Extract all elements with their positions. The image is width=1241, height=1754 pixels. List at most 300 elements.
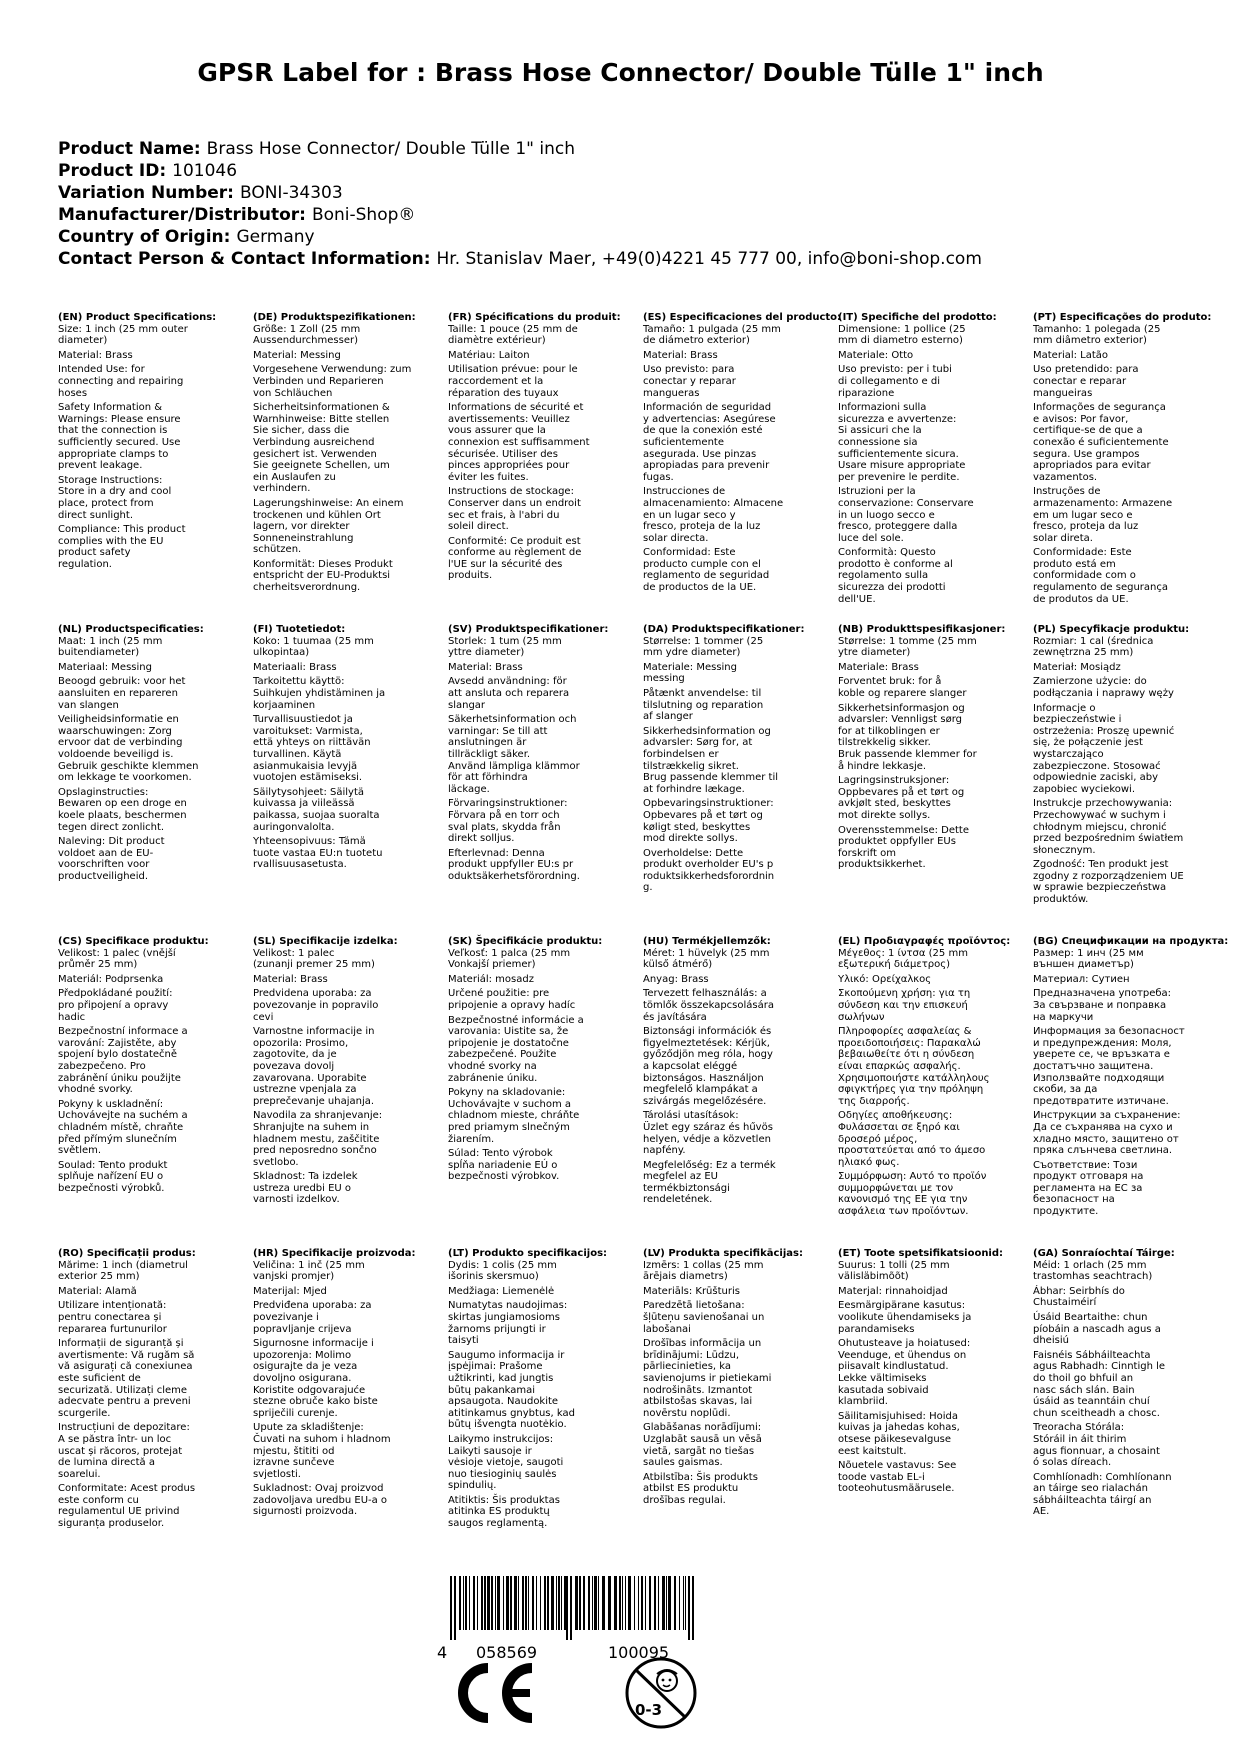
spec-line: vă asigurați că conexiunea: [58, 1361, 193, 1373]
spec-line: κανονισμό της ΕΕ για την: [838, 1194, 968, 1206]
spec-item: [643, 624, 818, 659]
spec-line: Faisnéis Sábháilteachta: [1033, 1349, 1151, 1361]
spec-line: fugas.: [643, 471, 674, 483]
spec-item: [838, 1026, 1013, 1107]
spec-line: Sie geeignete Schellen, um: [253, 460, 390, 472]
spec-line: Använd lämpliga klämmor: [448, 760, 580, 772]
spec-line: hoses: [58, 387, 88, 399]
spec-line: kuivassa ja viileässä: [253, 798, 355, 810]
spec-line: Säkerhetsinformation och: [448, 714, 577, 726]
info-value: BONI-34303: [239, 183, 343, 203]
barcode-bar: [598, 1576, 599, 1630]
spec-line: spĺňa nariadenie EÚ o: [448, 1159, 558, 1171]
spec-line: conservazione: Conservare: [838, 497, 974, 509]
product-id-row: [58, 160, 982, 182]
spec-item: [58, 364, 233, 399]
spec-line: Instruções de: [1033, 486, 1101, 498]
spec-line: producto cumple con el: [643, 558, 761, 570]
barcode-guard-bar: [566, 1576, 568, 1640]
spec-item: [253, 988, 428, 1023]
spec-line: győződjön meg róla, hogy: [643, 1049, 773, 1061]
barcode-bar: [614, 1576, 617, 1630]
spec-line: δροσερό μέρος,: [838, 1133, 918, 1145]
spec-line: af slanger: [643, 711, 693, 723]
spec-line: Bruk passende klemmer for: [838, 748, 977, 760]
barcode-digits-lead: 4: [437, 1643, 448, 1662]
age-warning-icon: [624, 1656, 698, 1730]
spec-line: przed bezpośrednim światłem: [1033, 833, 1184, 845]
spec-item: [1033, 798, 1208, 856]
spec-line: tömlők összekapcsolására: [643, 999, 774, 1011]
spec-line: kuivas ja jahedas kohas,: [838, 1422, 960, 1434]
spec-line: voolikute ühendamiseks ja: [838, 1311, 972, 1323]
spec-line: Size: 1 inch (25 mm outer: [58, 323, 188, 335]
spec-line: mjestu, štititi od: [253, 1445, 335, 1457]
spec-item: [448, 350, 623, 362]
info-value: Hr. Stanislav Maer, +49(0)4221 45 777 00, info@boni-shop.com: [436, 249, 982, 269]
info-label: Contact Person & Contact Information:: [58, 249, 431, 269]
spec-line: εξωτερική διάμετρος): [838, 959, 951, 971]
spec-line: Gebruik geschikte klemmen: [58, 760, 199, 772]
spec-line: ustreza uredbi EU o: [253, 1182, 352, 1194]
spec-line: oduktsäkerhetsförordning.: [448, 870, 580, 882]
spec-line: Οδηγίες αποθήκευσης:: [838, 1110, 953, 1122]
spec-line: пряка слънчева светлина.: [1033, 1145, 1173, 1157]
spec-line: bezpečnosti výrobků.: [58, 1182, 165, 1194]
spec-line: pred neposredno sončno: [253, 1145, 377, 1157]
spec-item: [448, 486, 623, 532]
barcode-bar: [484, 1576, 486, 1630]
spec-item: [253, 974, 428, 986]
spec-line: produktsikkerhet.: [838, 859, 926, 871]
spec-heading: (NB) Produkttspesifikasjoner:: [838, 624, 1006, 635]
spec-item: [58, 676, 233, 711]
spec-line: Conserver dans un endroit: [448, 497, 581, 509]
barcode-bar: [473, 1576, 475, 1630]
spec-line: Rozmiar: 1 cal (średnica: [1033, 635, 1154, 647]
spec-line: de lumina directă a: [58, 1457, 155, 1469]
spec-item: [253, 1422, 428, 1480]
spec-block-lv: [643, 1248, 818, 1509]
spec-line: tillräckligt säker.: [448, 748, 531, 760]
spec-item: [643, 350, 818, 362]
spec-item: [1033, 676, 1208, 699]
spec-item: [838, 1338, 1013, 1408]
spec-line: Suurus: 1 tolli (25 mm: [838, 1259, 950, 1271]
spec-line: zapobiec wyciekowi.: [1033, 783, 1136, 795]
spec-item: [253, 364, 428, 399]
spec-line: bezpieczeństwie i: [1033, 714, 1122, 726]
spec-line: diamètre extérieur): [448, 335, 546, 347]
barcode-bar: [622, 1576, 623, 1630]
spec-item: [1033, 974, 1208, 986]
spec-line: A se păstra într- un loc: [58, 1433, 172, 1445]
barcode-bar: [528, 1576, 529, 1630]
spec-line: segura. Use grampos: [1033, 448, 1140, 460]
spec-line: messing: [643, 673, 685, 685]
spec-line: предотвратите изтичане.: [1033, 1095, 1169, 1107]
spec-line: Conformidade: Este: [1033, 547, 1132, 559]
spec-item: [643, 1300, 818, 1335]
spec-line: ulkopintaa): [253, 647, 310, 659]
spec-line: įspėjimai: Prašome: [448, 1361, 543, 1373]
spec-line: place, protect from: [58, 497, 154, 509]
spec-item: [253, 936, 428, 971]
spec-line: tooteohutusmäärusele.: [838, 1483, 955, 1495]
spec-line: είναι επαρκώς ασφαλής.: [838, 1060, 961, 1072]
spec-line: an táirge seo rialachán: [1033, 1483, 1148, 1495]
spec-line: Oppbevares på et tørt og: [838, 786, 965, 798]
barcode-bar: [503, 1576, 504, 1630]
spec-line: conectar y reparar: [643, 375, 736, 387]
spec-item: [1033, 1422, 1208, 1468]
spec-heading: (PL) Specyfikacje produktu:: [1033, 624, 1190, 635]
spec-line: píobáin a nascadh agus a: [1033, 1323, 1161, 1335]
spec-line: és javítására: [643, 1011, 707, 1023]
spec-item: [253, 1171, 428, 1206]
spec-line: Material: Messing: [253, 349, 341, 361]
spec-line: Påtænkt anvendelse: til: [643, 687, 762, 699]
spec-line: Συμμόρφωση: Αυτό το προϊόν: [838, 1171, 987, 1183]
spec-line: bezpečnosti výrobkov.: [448, 1171, 560, 1183]
spec-line: Bezpečnostné informácie a: [448, 1014, 584, 1026]
spec-item: [643, 798, 818, 844]
spec-line: solar directa.: [643, 532, 709, 544]
spec-item: [643, 726, 818, 796]
spec-heading: (LT) Produkto specifikacijos:: [448, 1248, 608, 1259]
spec-line: paikassa, suojaa suoralta: [253, 809, 380, 821]
spec-item: [643, 688, 818, 723]
barcode-bar: [487, 1576, 490, 1630]
spec-line: reglamento de seguridad: [643, 570, 770, 582]
spec-line: sécurisée. Utiliser des: [448, 448, 558, 460]
spec-line: Μέγεθος: 1 ίντσα (25 mm: [838, 947, 968, 959]
barcode-digits-right: 100095: [608, 1643, 670, 1662]
spec-line: регламента на ЕС за: [1033, 1182, 1143, 1194]
spec-item: [1033, 936, 1229, 971]
spec-item: [1033, 1312, 1208, 1347]
barcode-bar: [463, 1576, 464, 1630]
spec-line: Størrelse: 1 tomme (25 mm: [838, 635, 977, 647]
spec-line: Medžiaga: Liemenėlė: [448, 1285, 555, 1297]
barcode-bar: [575, 1576, 578, 1630]
spec-line: spindulių.: [448, 1480, 497, 1492]
spec-line: savienojums ir pietiekami: [643, 1372, 772, 1384]
spec-line: Uzglabāt sausā un vēsā: [643, 1433, 762, 1445]
spec-line: Avsedd användning: för: [448, 676, 567, 688]
spec-line: ein Auslaufen zu: [253, 471, 336, 483]
spec-item: [253, 1483, 428, 1518]
spec-line: Konformität: Dieses Produkt: [253, 558, 393, 570]
ce-mark-icon: [452, 1662, 538, 1724]
spec-line: Predviđena uporaba: za: [253, 1300, 372, 1312]
spec-line: AE.: [1033, 1506, 1050, 1518]
spec-item: [643, 1160, 818, 1206]
spec-line: Utilizare intenționată:: [58, 1300, 167, 1312]
spec-item: [253, 836, 428, 871]
spec-line: suficientemente: [643, 436, 724, 448]
spec-line: direkt solljus.: [448, 833, 515, 845]
spec-heading: (SL) Specifikacije izdelka:: [253, 936, 398, 947]
spec-line: się, że połączenie jest: [1033, 737, 1143, 749]
spec-item: [253, 1300, 428, 1335]
spec-item: [643, 402, 818, 483]
spec-line: køligt sted, beskyttes: [643, 821, 751, 833]
spec-line: verhindern.: [253, 483, 311, 495]
spec-block-de: [253, 312, 428, 597]
spec-item: [643, 848, 818, 894]
spec-line: Usare misure appropriate: [838, 460, 966, 472]
barcode-bar: [594, 1576, 597, 1630]
spec-line: Conformidad: Este: [643, 547, 736, 559]
spec-item: [253, 312, 428, 347]
spec-line: direct sunlight.: [58, 509, 133, 521]
spec-line: for at tilkoblingen er: [838, 725, 940, 737]
spec-item: [643, 547, 818, 593]
spec-line: avertissements: Veuillez: [448, 413, 570, 425]
spec-line: pārliecinieties, ka: [643, 1361, 732, 1373]
spec-item: [253, 624, 428, 659]
spec-line: voorschriften voor: [58, 859, 150, 871]
barcode-bar: [683, 1576, 684, 1630]
spec-line: lagern, vor direkter: [253, 521, 350, 533]
spec-item: [448, 988, 623, 1011]
spec-line: Turvallisuustiedot ja: [253, 714, 353, 726]
spec-line: certifique-se de que a: [1033, 425, 1143, 437]
spec-line: productveiligheid.: [58, 870, 149, 882]
spec-line: opozorila: Prosimo,: [253, 1037, 349, 1049]
spec-line: Comhlíonadh: Comhlíonann: [1033, 1471, 1172, 1483]
spec-item: [838, 547, 1013, 605]
spec-line: Conformità: Questo: [838, 547, 936, 559]
barcode-bar: [654, 1576, 656, 1630]
spec-line: За свързване и поправка: [1033, 999, 1167, 1011]
spec-line: Opbevares på et tørt og: [643, 809, 763, 821]
spec-line: Съответствие: Този: [1033, 1159, 1138, 1171]
spec-line: Laikyti sausoje ir: [448, 1445, 532, 1457]
spec-line: Shranjujte na suhem in: [253, 1121, 370, 1133]
spec-line: Størrelse: 1 tommer (25: [643, 635, 764, 647]
product-name-row: [58, 138, 982, 160]
spec-line: produkt overholder EU's p: [643, 859, 774, 871]
barcode-bar: [583, 1576, 585, 1630]
spec-line: Predvidena uporaba: za: [253, 988, 372, 1000]
spec-item: [643, 1248, 818, 1283]
spec-line: mangueiras: [1033, 387, 1093, 399]
spec-line: mm diâmetro exterior): [1033, 335, 1147, 347]
spec-line: spojení bylo dostatečně: [58, 1049, 178, 1061]
spec-line: Инструкции за съхранение:: [1033, 1110, 1181, 1122]
spec-line: regulation.: [58, 558, 112, 570]
spec-line: Drošības informācija un: [643, 1338, 762, 1350]
spec-line: för att förhindra: [448, 772, 528, 784]
spec-line: voldoende beveiligd is.: [58, 748, 174, 760]
spec-line: Chustaiméirí: [1033, 1297, 1097, 1309]
barcode-bar: [641, 1576, 643, 1630]
spec-line: termékbiztonsági: [643, 1182, 730, 1194]
barcode-bar: [668, 1576, 671, 1630]
spec-item: [58, 1026, 233, 1096]
spec-line: advarsler: Sørg for, at: [643, 737, 753, 749]
spec-line: zabezpečeno. Pro: [58, 1060, 146, 1072]
barcode-bar: [561, 1576, 562, 1630]
spec-line: Úsáid Beartaithe: chun: [1033, 1311, 1148, 1323]
spec-line: Taille: 1 pouce (25 mm de: [448, 323, 578, 335]
barcode-bar: [525, 1576, 527, 1630]
spec-block-nl: [58, 624, 233, 885]
spec-line: Utilisation prévue: pour le: [448, 364, 578, 376]
spec-heading: (LV) Produkta specifikācijas:: [643, 1248, 803, 1259]
spec-line: siguranța produselor.: [58, 1518, 165, 1530]
spec-item: [643, 1026, 818, 1107]
spec-line: žiarením.: [448, 1133, 495, 1145]
spec-line: Lagerungshinweise: An einem: [253, 497, 404, 509]
spec-line: Megfelelőség: Ez a termék: [643, 1159, 776, 1171]
spec-item: [838, 1110, 1013, 1168]
info-value: 101046: [172, 161, 238, 181]
spec-line: Velikost: 1 palec (vnější: [58, 947, 176, 959]
spec-line: regolamento sulla: [838, 570, 929, 582]
spec-item: [58, 1160, 233, 1195]
spec-line: Bewaren op een droge en: [58, 798, 187, 810]
spec-item: [58, 1338, 233, 1419]
spec-line: produits.: [448, 570, 493, 582]
spec-line: g.: [643, 882, 653, 894]
spec-line: varoitukset: Varmista,: [253, 725, 363, 737]
spec-line: Uso previsto: para: [643, 364, 735, 376]
spec-line: Skladnost: Ta izdelek: [253, 1171, 358, 1183]
spec-block-pt: [1033, 312, 1212, 608]
spec-line: Beoogd gebruik: voor het: [58, 676, 186, 688]
spec-line: mangueras: [643, 387, 700, 399]
spec-line: pripojenie a opravy hadíc: [448, 999, 576, 1011]
spec-line: Nõuetele vastavus: See: [838, 1460, 957, 1472]
spec-line: tilslutning og reparation: [643, 699, 764, 711]
spec-line: varovania: Uistite sa, že: [448, 1026, 569, 1038]
spec-line: y advertencias: Asegúrese: [643, 413, 776, 425]
spec-item: [1033, 1350, 1208, 1420]
spec-line: hadic: [58, 1011, 86, 1023]
barcode-bar: [551, 1576, 554, 1630]
spec-line: Dimensione: 1 pollice (25: [838, 323, 966, 335]
spec-line: sábháilteachta táirgí an: [1033, 1494, 1152, 1506]
info-label: Product Name:: [58, 139, 201, 159]
spec-line: Uchovávejte na suchém a: [58, 1110, 188, 1122]
spec-item: [448, 936, 623, 971]
spec-line: a kapcsolat eléggé: [643, 1060, 738, 1072]
spec-line: Yhteensopivuus: Tämä: [253, 836, 366, 848]
barcode-bar: [619, 1576, 621, 1630]
spec-item: [1033, 402, 1208, 483]
spec-line: Lagringsinstruksjoner:: [838, 775, 950, 787]
barcode-bar: [540, 1576, 541, 1630]
spec-line: Sicherheitsinformationen &: [253, 402, 390, 414]
spec-line: pripojenie je dostatočne: [448, 1037, 569, 1049]
spec-block-lt: [448, 1248, 623, 1533]
spec-item: [1033, 859, 1208, 905]
spec-line: pentru conectarea și: [58, 1311, 162, 1323]
barcode-bar: [608, 1576, 611, 1630]
spec-line: sufficiently secured. Use: [58, 436, 181, 448]
spec-line: at forhindre lækage.: [643, 783, 745, 795]
spec-item: [58, 402, 233, 472]
spec-line: уверете се, че връзката е: [1033, 1049, 1170, 1061]
spec-line: Instrucciones de: [643, 486, 726, 498]
spec-line: de diámetro exterior): [643, 335, 750, 347]
spec-line: Tárolási utasítások:: [643, 1110, 739, 1122]
spec-line: megfelelő klampákat a: [643, 1084, 758, 1096]
spec-line: продуктите.: [1033, 1206, 1099, 1218]
spec-line: Materiale: Otto: [838, 349, 914, 361]
barcode-bar: [666, 1576, 667, 1630]
spec-line: vhodné svorky na: [448, 1060, 537, 1072]
spec-line: tegen direct zonlicht.: [58, 821, 165, 833]
spec-line: Overholdelse: Dette: [643, 847, 744, 859]
spec-line: Instrucțiuni de depozitare:: [58, 1422, 190, 1434]
spec-line: koble og reparere slanger: [838, 687, 967, 699]
spec-item: [838, 676, 1013, 699]
page-title: GPSR Label for : Brass Hose Connector/ Double Tülle 1" inch: [197, 58, 1044, 87]
spec-line: Използвайте подходящи: [1033, 1072, 1165, 1084]
spec-line: ηλιακό φως.: [838, 1156, 900, 1168]
spec-item: [58, 836, 233, 882]
spec-line: waarschuwingen: Zorg: [58, 725, 172, 737]
spec-heading: (BG) Спецификации на продукта:: [1033, 936, 1229, 947]
spec-line: piisavalt kindlustatud.: [838, 1361, 949, 1373]
spec-line: на маркучи: [1033, 1011, 1094, 1023]
spec-line: wystarczająco: [1033, 748, 1104, 760]
barcode-bar: [645, 1576, 646, 1630]
spec-block-ro: [58, 1248, 233, 1533]
spec-line: chun sceitheadh a chosc.: [1033, 1407, 1160, 1419]
spec-line: Informacje o: [1033, 702, 1096, 714]
spec-item: [58, 1422, 233, 1480]
spec-line: apsaugota. Naudokite: [448, 1396, 559, 1408]
spec-line: å hindre lekkasje.: [838, 760, 927, 772]
spec-item: [448, 1248, 623, 1283]
manufacturer-row: [58, 204, 982, 226]
spec-line: figyelmeztetések: Kérjük,: [643, 1037, 770, 1049]
spec-line: sigurnosti proizvoda.: [253, 1506, 358, 1518]
spec-item: [1033, 1110, 1208, 1156]
spec-line: Materijal: Mjed: [253, 1285, 327, 1297]
spec-line: Üzlet egy száraz és hűvös: [643, 1121, 773, 1133]
spec-line: soleil direct.: [448, 521, 509, 533]
spec-line: sec et frais, à l'abri du: [448, 509, 560, 521]
spec-line: Compliance: This product: [58, 524, 186, 536]
spec-line: Treoracha Stórála:: [1033, 1422, 1125, 1434]
spec-line: turvallinen. Käytä: [253, 748, 342, 760]
spec-line: Pokyny k uskladnění:: [58, 1098, 164, 1110]
spec-heading: (SV) Produktspecifikationer:: [448, 624, 609, 635]
spec-line: popravljanje crijeva: [253, 1323, 352, 1335]
spec-line: zabránenie úniku.: [448, 1072, 538, 1084]
spec-line: Sukladnost: Ovaj proizvod: [253, 1483, 384, 1495]
spec-line: ārējais diametrs): [643, 1271, 728, 1283]
spec-line: Atitiktis: Šis produktas: [448, 1494, 560, 1506]
spec-line: Veľkosť: 1 palca (25 mm: [448, 947, 571, 959]
contact-row: [58, 248, 982, 270]
barcode-bar: [469, 1576, 470, 1630]
spec-line: chladnom mieste, chráňte: [448, 1110, 580, 1122]
spec-line: προστατεύεται από το άμεσο: [838, 1145, 986, 1157]
spec-line: podłączania i naprawy węży: [1033, 687, 1174, 699]
spec-line: Material: Latão: [1033, 349, 1109, 361]
spec-line: spriječili curenje.: [253, 1407, 338, 1419]
spec-line: Si assicuri che la: [838, 425, 922, 437]
spec-line: (zunanji premer 25 mm): [253, 959, 375, 971]
spec-item: [448, 536, 623, 582]
